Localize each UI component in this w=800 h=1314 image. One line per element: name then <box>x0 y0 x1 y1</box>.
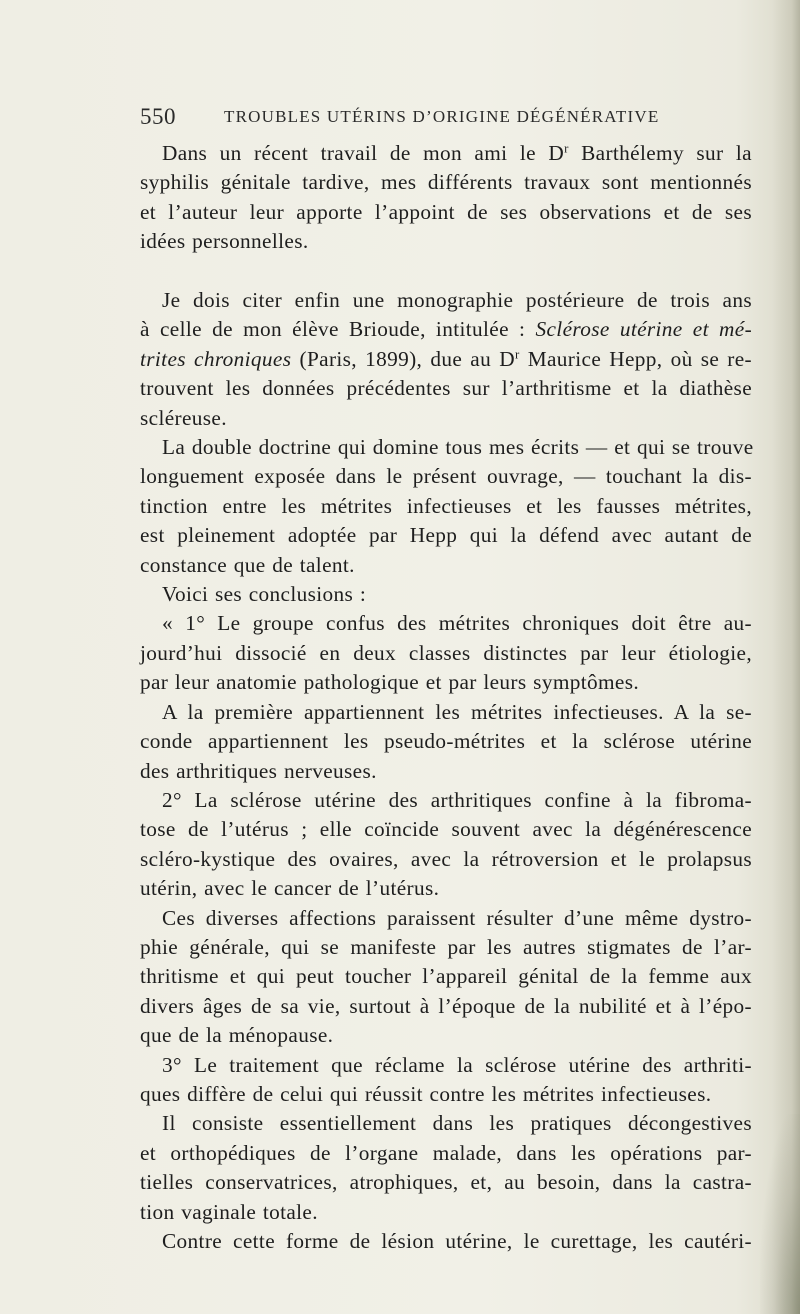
body-text <box>140 139 752 1256</box>
text-line: phie générale, qui se manifeste par les autres stigmates de l’ar- <box>140 934 752 959</box>
text-line: Contre cette forme de lésion utérine, le curettage, les cautéri- <box>162 1229 752 1254</box>
text-line: et l’auteur leur apporte l’appoint de ses observations et de ses <box>140 199 752 224</box>
paragraph-gap <box>140 257 752 286</box>
text-line: thritisme et qui peut toucher l’appareil génital de la femme aux <box>140 964 752 989</box>
text-line: divers âges de sa vie, surtout à l’époque de la nubilité et à l’épo- <box>140 993 752 1018</box>
text-line: La double doctrine qui domine tous mes écrits — et qui se trouve <box>162 435 754 460</box>
text-line: jourd’hui dissocié en deux classes distinctes par leur étiologie, <box>140 640 752 665</box>
text-line: tinction entre les métrites infectieuses et les fausses métrites, <box>140 493 752 518</box>
page-corner-shadow <box>760 1114 800 1314</box>
text-line: scléro-kystique des ovaires, avec la rétroversion et le prolapsus <box>140 846 752 871</box>
text-line: scléreuse. <box>140 405 227 430</box>
text-line: trites chroniques (Paris, 1899), due au $D^r$ Maurice Hepp, où se re- <box>140 346 752 371</box>
text-line: des arthritiques nerveuses. <box>140 758 377 783</box>
text-line: tion vaginale totale. <box>140 1199 318 1224</box>
page-number: 550 <box>140 104 176 129</box>
text-line: Il consiste essentiellement dans les pratiques décongestives <box>162 1111 752 1136</box>
text-line: ques diffère de celui qui réussit contre les métrites infectieuses. <box>140 1081 712 1106</box>
text-line: que de la ménopause. <box>140 1023 334 1048</box>
text-line: conde appartiennent les pseudo-métrites et la sclérose utérine <box>140 729 752 754</box>
text-line: « 1° Le groupe confus des métrites chroniques doit être au- <box>162 611 752 636</box>
text-line: Dans un récent travail de mon ami le $D^r$ Barthélemy sur la <box>162 141 752 165</box>
text-line: tose de l’utérus ; elle coïncide souvent avec la dégénérescence <box>140 817 752 842</box>
text-line: et orthopédiques de l’organe malade, dans les opérations par- <box>140 1140 752 1165</box>
text-line: 2° La sclérose utérine des arthritiques confine à la fibroma- <box>162 787 752 812</box>
text-line: Ces diverses affections paraissent résulter d’une même dystro- <box>162 905 752 930</box>
text-line: idées personnelles. <box>140 229 309 254</box>
text-line: syphilis génitale tardive, mes différents travaux sont mentionnés <box>140 170 752 195</box>
text-line: est pleinement adoptée par Hepp qui la défend avec autant de <box>140 523 752 548</box>
text-line: A la première appartiennent les métrites infectieuses. A la se- <box>162 699 752 724</box>
text-line: longuement exposée dans le présent ouvrage, — touchant la dis- <box>140 464 752 489</box>
text-line: trouvent les données précédentes sur l’arthritisme et la diathèse <box>140 376 752 401</box>
text-line: Voici ses conclusions : <box>162 582 367 607</box>
text-line: tielles conservatrices, atrophiques, et, au besoin, dans la castra- <box>140 1170 752 1195</box>
text-line: constance que de talent. <box>140 552 355 577</box>
text-line: à celle de mon élève Brioude, intitulée : Sclérose utérine et mé- <box>140 317 753 342</box>
text-line: utérin, avec le cancer de l’utérus. <box>140 876 440 901</box>
page-header <box>140 104 740 134</box>
running-head: TROUBLES UTÉRINS D’ORIGINE DÉGÉNÉRATIVE <box>224 107 660 126</box>
text-line: 3° Le traitement que réclame la sclérose utérine des arthriti- <box>162 1052 752 1077</box>
text-line: Je dois citer enfin une monographie postérieure de trois ans <box>162 288 752 313</box>
text-line: par leur anatomie pathologique et par leurs symptômes. <box>140 670 640 695</box>
